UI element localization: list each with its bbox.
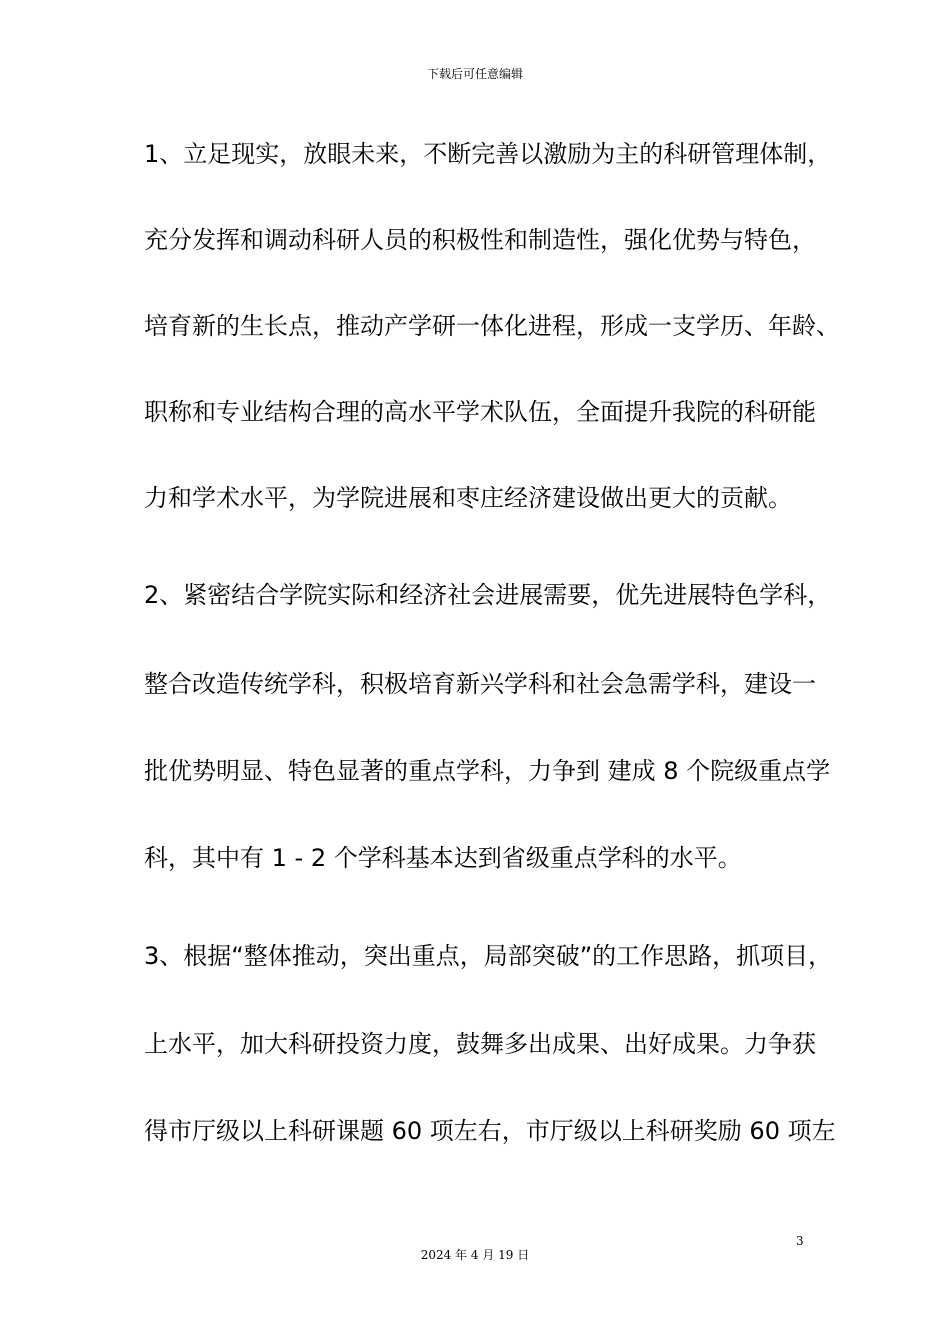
body-line-5: 力和学术水平，为学院进展和枣庄经济建设做出更大的贡献。 xyxy=(144,484,792,512)
body-line-1: 1、立足现实，放眼未来，不断完善以激励为主的科研管理体制， xyxy=(144,140,832,168)
body-line-12: 得市厅级以上科研课题 60 项左右，市厅级以上科研奖励 60 项左 xyxy=(144,1117,836,1145)
page-number: 3 xyxy=(796,1234,804,1248)
body-line-7: 整合改造传统学科，积极培育新兴学科和社会急需学科，建设一 xyxy=(144,670,816,698)
body-line-6: 2、紧密结合学院实际和经济社会进展需要，优先进展特色学科， xyxy=(144,581,832,609)
body-line-11: 上水平，加大科研投资力度，鼓舞多出成果、出好成果。力争获 xyxy=(144,1030,816,1058)
body-line-9: 科，其中有 1 - 2 个学科基本达到省级重点学科的水平。 xyxy=(144,844,742,872)
body-line-10: 3、根据“整体推动，突出重点，局部突破”的工作思路，抓项目， xyxy=(144,942,833,970)
body-line-4: 职称和专业结构合理的高水平学术队伍，全面提升我院的科研能 xyxy=(144,398,816,426)
body-line-3: 培育新的生长点，推动产学研一体化进程，形成一支学历、年龄、 xyxy=(144,312,840,340)
body-line-8: 批优势明显、特色显著的重点学科，力争到 建成 8 个院级重点学 xyxy=(144,757,831,785)
body-line-2: 充分发挥和调动科研人员的积极性和制造性，强化优势与特色， xyxy=(144,226,816,254)
footer-date: 2024 年 4 月 19 日 xyxy=(420,1248,530,1262)
page-header: 下载后可任意编辑 xyxy=(426,67,523,81)
